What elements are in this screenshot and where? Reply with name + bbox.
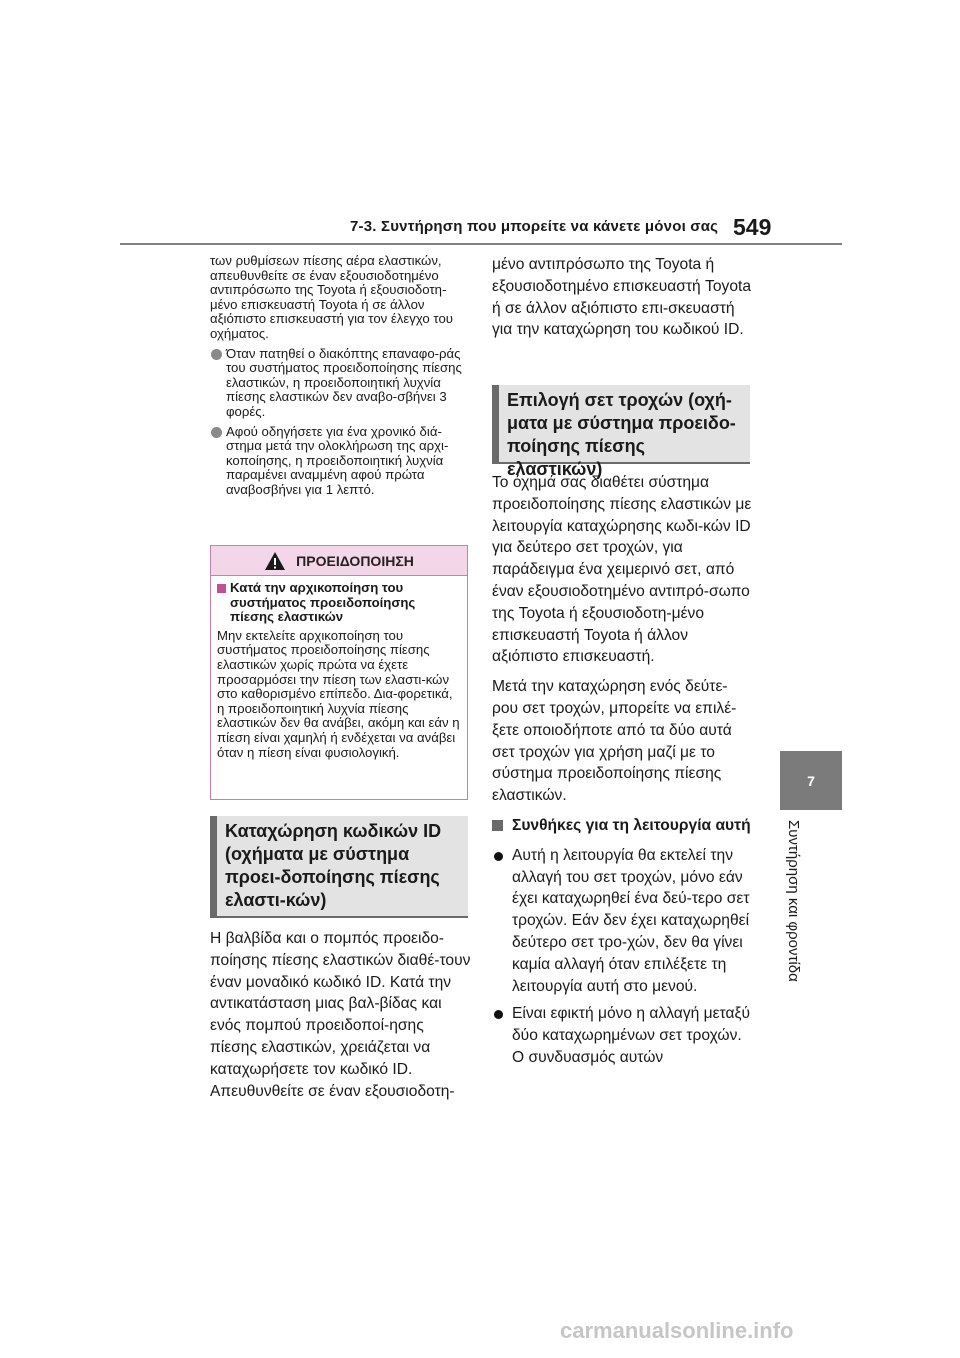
id-registration-paragraph-block	[210, 928, 472, 1102]
intro-paragraph: των ρυθμίσεων πίεσης αέρα ελαστικών, απευθυνθείτε σε έναν εξουσιοδοτημένο αντιπρόσωπο της Toyota ή εξουσιοδοτη-μένο επισκευαστή Toyota ή σε άλλον αξιόπιστο επισκευαστή για τον έλεγχο του οχήματος.	[210, 253, 454, 341]
warning-subtitle	[217, 581, 461, 625]
page-number: 549	[733, 214, 772, 240]
bullet-icon	[494, 852, 503, 861]
conditions-subheading-text: Συνθήκες για τη λειτουργία αυτή	[512, 816, 751, 834]
bullet-text: Όταν πατηθεί ο διακόπτης επαναφο-ράς του συστήματος προειδοποίησης πίεσης ελαστικών, η προειδοποιητική λυχνία πίεσης ελαστικών δεν αναβο-σβήνει 3 φορές.	[226, 345, 462, 419]
list-item	[210, 347, 472, 420]
warning-box	[210, 545, 468, 800]
square-bullet-icon	[492, 820, 503, 831]
warning-header	[211, 546, 467, 576]
footer-watermark[interactable]: carmanualsonline.info	[560, 1318, 794, 1343]
id-registration-paragraph: Η βαλβίδα και ο πομπός προειδο-ποίησης πίεσης ελαστικών διαθέ-τουν έναν μοναδικό κωδικό ID. Κατά την αντικατάσταση μιας βαλ-βίδας και ενός πομπού προειδοποί-ησης πίεσης ελαστικών, χρειάζεται να καταχωρήσετε τον κωδικό ID. Απευθυνθείτε σε έναν εξουσιοδοτη-	[210, 930, 471, 1100]
list-item	[492, 845, 752, 998]
wheel-set-content	[492, 472, 752, 1069]
bullet-text: Είναι εφικτή μόνο η αλλαγή μεταξύ δύο καταχωρημένων σετ τροχών. Ο συνδυασμός αυτών	[512, 1005, 751, 1066]
warning-triangle-icon	[264, 551, 286, 571]
continuation-paragraph: μένο αντιπρόσωπο της Toyota ή εξουσιοδοτημένο επισκευαστή Toyota ή σε άλλον αξιόπιστο επι-σκευαστή για την καταχώρηση του κωδικού ID.	[492, 256, 752, 339]
bullet-icon	[494, 1010, 503, 1019]
warning-text: Μην εκτελείτε αρχικοποίηση του συστήματος προειδοποίησης πίεσης ελαστικών χωρίς πρώτα να έχετε προσαρμόσει την πίεση των ελαστι-κών στο καθορισμένο επίπεδο. Δια-φορετικά, η προειδοποιητική λυχνία πίεσης ελαστικών δεν θα ανάβει, ακόμη και εάν η πίεση είναι χαμηλή ή ενδέχεται να ανάβει όταν η πίεση είναι φυσιολογική.	[217, 627, 460, 760]
list-item	[210, 425, 472, 498]
section-heading-wheel-set: Επιλογή σετ τροχών (οχή-ματα με σύστημα προειδο-ποίησης πίεσης ελαστικών)	[492, 385, 750, 464]
bullet-icon	[211, 427, 222, 438]
left-column	[210, 254, 472, 498]
wheel-set-paragraph-2: Μετά την καταχώρηση ενός δεύτε-ρου σετ τροχών, μπορείτε να επιλέ-ξετε οποιοδήποτε από τα δύο αυτά σετ τροχών για χρήση μαζί με το σύστημα προειδοποίησης πίεσης ελαστικών.	[492, 678, 737, 805]
bullet-text: Αφού οδηγήσετε για ένα χρονικό διά-στημα μετά την ολοκλήρωση της αρχι-κοποίησης, η προειδοποιητική λυχνία παραμένει αναμμένη αφού πρώτα αναβοσβήνει για 1 λεπτό.	[226, 423, 449, 497]
warning-body	[211, 576, 467, 760]
chapter-label-text: Συντήρηση και φροντίδα	[785, 820, 802, 982]
bullet-text: Αυτή η λειτουργία θα εκτελεί την αλλαγή του σετ τροχών, μόνο εάν έχει καταχωρηθεί ένα δεύ-τερο σετ τροχών. Εάν δεν έχει καταχωρηθεί δεύτερο σετ τρο-χών, δεν θα γίνει καμία αλλαγή όταν επιλέξετε τη λειτουργία αυτή στο μενού.	[512, 846, 750, 995]
section-heading-id-registration: Καταχώρηση κωδικών ID (οχήματα με σύστημα προει-δοποίησης πίεσης ελαστι-κών)	[210, 816, 468, 918]
square-bullet-icon	[217, 584, 226, 593]
header-rule	[120, 243, 842, 245]
conditions-subheading	[492, 815, 752, 837]
chapter-tab-number: 7	[780, 751, 842, 810]
right-column	[492, 254, 752, 341]
warning-title: ΠΡΟΕΙΔΟΠΟΙΗΣΗ	[296, 552, 414, 569]
wheel-set-paragraph-1: Το όχημά σας διαθέτει σύστημα προειδοποίησης πίεσης ελαστικών με λειτουργία καταχώρησης κωδι-κών ID για δεύτερο σετ τροχών, για παράδειγμα ένα χειμερινό σετ, από έναν εξουσιοδοτημένο αντιπρό-σωπο της Toyota ή εξουσιοδοτη-μένο επισκευαστή Toyota ή άλλον αξιόπιστο επισκευαστή.	[492, 474, 752, 666]
chapter-tab-label	[780, 820, 810, 990]
warning-subtitle-text: Κατά την αρχικοποίηση του συστήματος προειδοποίησης πίεσης ελαστικών	[230, 580, 416, 625]
list-item	[492, 1003, 752, 1068]
bullet-icon	[211, 349, 222, 360]
section-header-title: 7-3. Συντήρηση που μπορείτε να κάνετε μόνοι σας	[350, 218, 719, 235]
